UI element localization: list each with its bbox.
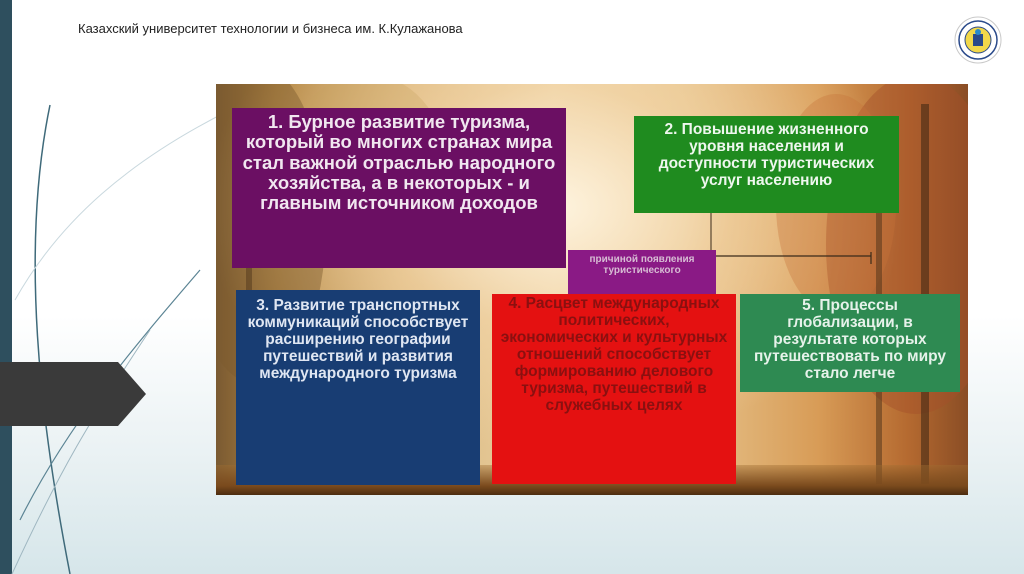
decorative-curves xyxy=(0,0,240,574)
slide-image xyxy=(216,84,968,495)
factor-box-2: 2. Повышение жизненного уровня населения и доступности туристических услуг населению xyxy=(634,116,899,213)
factor-box-3: 3. Развитие транспортных коммуникаций способствует расширению географии путешествий и развития международного туризма xyxy=(236,290,480,485)
header-title: Казахский университет технологии и бизнеса им. К.Кулажанова xyxy=(78,21,463,36)
factor-box-1: 1. Бурное развитие туризма, который во многих странах мира стал важной отраслью народного хозяйства, а в некоторых - и главным источником доходов xyxy=(232,108,566,268)
factor-box-5: 5. Процессы глобализации, в результате которых путешествовать по миру стало легче xyxy=(740,294,960,392)
university-seal-icon xyxy=(954,16,1002,64)
arrow-shape xyxy=(0,362,146,426)
center-cause-box: причиной появления туристического xyxy=(568,250,716,296)
factor-box-4: 4. Расцвет международных политических, экономических и культурных отношений способствует формированию делового туризма, путешествий в служебных целях xyxy=(492,294,736,484)
